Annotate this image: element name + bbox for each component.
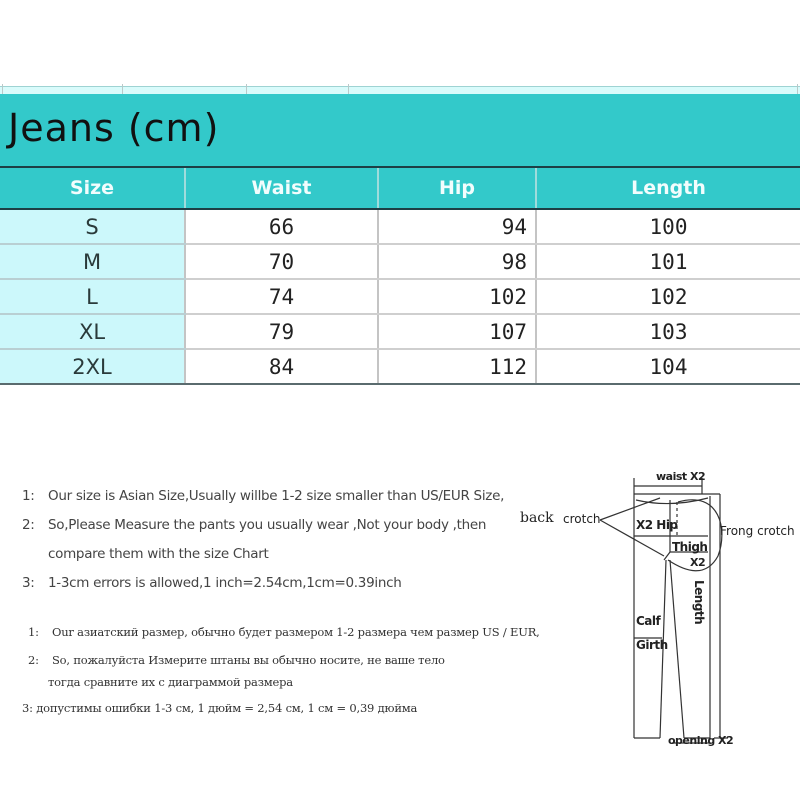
- header-size: Size: [0, 167, 185, 209]
- grid-tick: [246, 84, 247, 94]
- note-line: [22, 511, 504, 540]
- cell-hip: 98: [378, 244, 536, 279]
- cell-size: M: [0, 244, 185, 279]
- cell-hip: 112: [378, 349, 536, 384]
- note-line: [22, 482, 504, 511]
- note-text: тогда сравните их с диаграммой размера: [48, 675, 293, 689]
- grid-tick: [122, 84, 123, 94]
- label-back: back: [520, 510, 554, 526]
- label-waist: waist X2: [656, 470, 706, 483]
- label-calf: Calf: [636, 614, 661, 628]
- cell-length: 104: [536, 349, 800, 384]
- table-row: [0, 209, 800, 244]
- note-number: 1:: [28, 625, 39, 639]
- cell-length: 100: [536, 209, 800, 244]
- table-row: [0, 314, 800, 349]
- grid-tick: [797, 84, 798, 94]
- pants-measurement-diagram: [510, 460, 800, 750]
- table-row: [0, 279, 800, 314]
- note-text: So, пожалуйста Измерите штаны вы обычно носите, не ваше тело: [52, 653, 445, 667]
- size-chart-title-band: [0, 94, 800, 166]
- notes-russian: [22, 621, 540, 719]
- cell-waist: 74: [185, 279, 378, 314]
- note-text: 1-3cm errors is allowed,1 inch=2.54cm,1cm=0.39inch: [48, 575, 402, 591]
- cell-length: 103: [536, 314, 800, 349]
- cell-size: L: [0, 279, 185, 314]
- label-length: Length: [692, 580, 706, 625]
- note-text: compare them with the size Chart: [48, 546, 269, 562]
- label-front-crotch: Frong crotch: [720, 524, 795, 538]
- pants-outline-icon: [510, 460, 800, 750]
- label-thigh: Thigh: [672, 540, 708, 554]
- table-header-row: [0, 167, 800, 209]
- grid-tick: [2, 84, 3, 94]
- size-chart-table: [0, 166, 800, 385]
- note-line: [22, 569, 504, 598]
- header-length: Length: [536, 167, 800, 209]
- cell-size: S: [0, 209, 185, 244]
- cell-hip: 107: [378, 314, 536, 349]
- note-line: [22, 671, 540, 693]
- cell-waist: 79: [185, 314, 378, 349]
- cell-length: 101: [536, 244, 800, 279]
- label-girth: Girth: [636, 638, 668, 652]
- note-text: Our азиатский размер, обычно будет размером 1-2 размера чем размер US / EUR,: [52, 625, 540, 639]
- grid-tick: [348, 84, 349, 94]
- cell-waist: 84: [185, 349, 378, 384]
- label-hip: X2 Hip: [636, 518, 678, 532]
- cell-waist: 66: [185, 209, 378, 244]
- label-thigh-x2: X2: [690, 556, 706, 569]
- table-row: [0, 349, 800, 384]
- note-line: [22, 621, 540, 643]
- note-number: 2:: [28, 653, 39, 667]
- note-text: 3: допустимы ошибки 1-3 см, 1 дюйм = 2,54 см, 1 см = 0,39 дюйма: [22, 701, 418, 715]
- note-line: [22, 540, 504, 569]
- note-number: 3:: [22, 575, 35, 591]
- cell-hip: 102: [378, 279, 536, 314]
- header-hip: Hip: [378, 167, 536, 209]
- note-line: [22, 649, 540, 671]
- note-text: Our size is Asian Size,Usually willbe 1-2 size smaller than US/EUR Size,: [48, 488, 505, 504]
- cell-hip: 94: [378, 209, 536, 244]
- note-number: 2:: [22, 517, 35, 533]
- top-grid-strip: [0, 86, 800, 94]
- label-crotch: crotch: [563, 512, 601, 526]
- cell-waist: 70: [185, 244, 378, 279]
- note-number: 1:: [22, 488, 35, 504]
- label-opening: opening X2: [668, 734, 734, 747]
- size-chart-title: Jeans (cm): [8, 106, 220, 150]
- cell-size: XL: [0, 314, 185, 349]
- table-row: [0, 244, 800, 279]
- note-text: So,Please Measure the pants you usually wear ,Not your body ,then: [48, 517, 487, 533]
- notes-english: [22, 482, 504, 598]
- cell-size: 2XL: [0, 349, 185, 384]
- note-line: [22, 697, 540, 719]
- header-waist: Waist: [185, 167, 378, 209]
- cell-length: 102: [536, 279, 800, 314]
